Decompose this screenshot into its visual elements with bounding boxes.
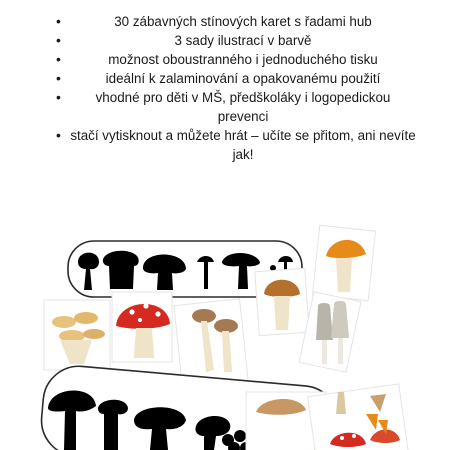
feature-text: ideální k zalaminování a opakovanému použití [105, 71, 381, 86]
feature-text: možnost oboustranného i jednoduchého tisku [108, 52, 378, 67]
mushroom-card [312, 225, 375, 300]
mushroom-card [44, 300, 110, 370]
feature-text: vhodné pro děti v MŠ, předškoláky i logopedickou prevenci [95, 90, 391, 124]
mushroom-card [112, 292, 172, 362]
feature-text: 30 zábavných stínových karet s řadami hub [114, 14, 372, 29]
mushroom-card [255, 268, 309, 335]
feature-text: stačí vytisknout a můžete hrát – učíte se přitom, ani nevíte jak! [70, 128, 416, 162]
mushroom-card [299, 292, 361, 372]
mushroom-card [174, 299, 248, 387]
feature-text: 3 sady ilustrací v barvě [174, 33, 312, 48]
